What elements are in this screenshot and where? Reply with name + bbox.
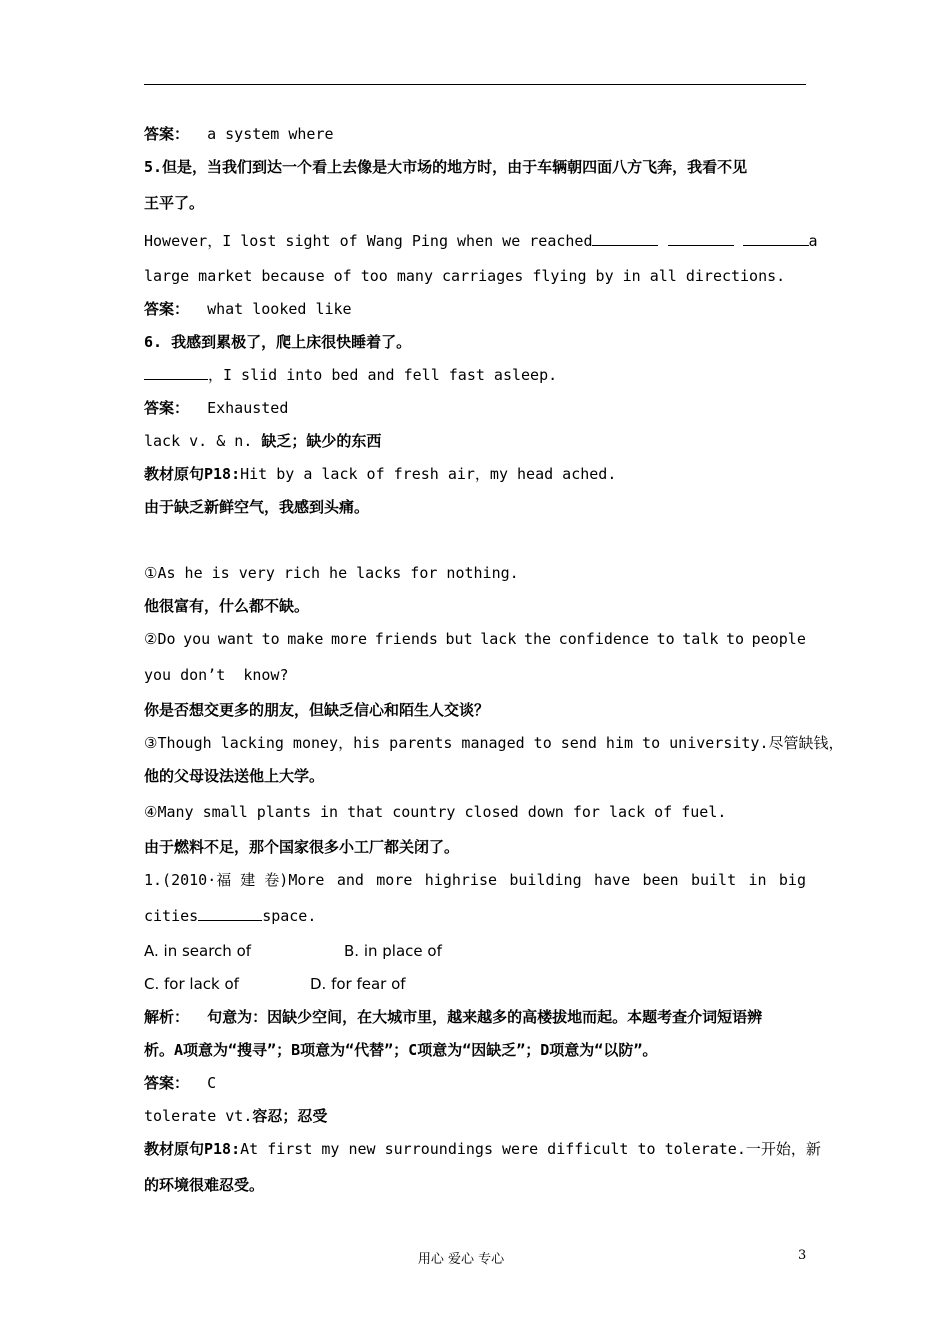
footer-slogan: 用心 爱心 专心 <box>417 1252 505 1267</box>
header-rule <box>144 84 806 85</box>
word: talk <box>682 630 719 648</box>
word: want <box>217 630 254 648</box>
vocab-definition: 缺乏；缺少的东西 <box>261 432 382 450</box>
vocab-word: tolerate vt. <box>144 1107 253 1125</box>
word: and <box>336 871 364 889</box>
question-5-chinese-cont: 王平了。 <box>144 194 205 212</box>
answer-text: C <box>207 1074 217 1092</box>
vocab-definition: 容忍；忍受 <box>252 1107 328 1125</box>
question-6-english-text: ，I slid into bed and fell fast asleep. <box>208 366 558 384</box>
word: lack <box>480 630 517 648</box>
vocab-word: lack v. & n. <box>144 432 253 450</box>
word: more <box>376 871 413 889</box>
fill-blank <box>743 231 809 246</box>
analysis-cont: 析。A项意为“搜寻”；B项意为“代替”；C项意为“因缺乏”；D项意为“以防”。 <box>144 1041 658 1059</box>
word: confidence <box>558 630 649 648</box>
option-a: A. in search of <box>144 942 252 960</box>
word: highrise <box>424 871 498 889</box>
spacer <box>144 524 806 557</box>
word: to <box>261 630 280 648</box>
word: the <box>523 630 552 648</box>
exam-question-1-cont <box>144 897 806 935</box>
fill-blank <box>668 231 734 246</box>
analysis-text: 句意为：因缺少空间，在大城市里，越来越多的高楼拔地而起。本题考查介词短语辨 <box>207 1008 763 1026</box>
answer-label: 答案： <box>144 399 190 417</box>
question-5-english-end: a <box>808 232 818 250</box>
word: 1.(2010·福 建 卷)More <box>144 871 325 889</box>
answer-line-6 <box>144 392 806 425</box>
word: people <box>751 630 806 648</box>
answer-text: a system where <box>207 125 334 143</box>
example-1: ①As he is very rich he lacks for nothing. <box>144 564 519 582</box>
word: but <box>445 630 473 648</box>
question-6-chinese: 6. 我感到累极了，爬上床很快睡着了。 <box>144 333 412 351</box>
answer-line-q1 <box>144 1067 806 1100</box>
vocab-lack <box>144 425 806 458</box>
vocab-tolerate <box>144 1100 806 1133</box>
word: to <box>656 630 675 648</box>
example-2-cont: you don’t know? <box>144 666 289 684</box>
analysis-line <box>144 1001 806 1034</box>
question-6-english <box>144 359 806 392</box>
page-number: 3 <box>798 1248 807 1263</box>
word: built <box>690 871 737 889</box>
word: building <box>509 871 582 889</box>
textbook-sentence-tolerate <box>144 1133 821 1166</box>
word: you <box>183 630 211 648</box>
answer-label: 答案： <box>144 1074 190 1092</box>
word: in <box>748 871 767 889</box>
question-text: space. <box>262 907 317 925</box>
question-text: cities <box>144 907 199 925</box>
example-1-translation: 他很富有，什么都不缺。 <box>144 597 310 615</box>
exam-question-1 <box>144 864 806 897</box>
fill-blank <box>198 906 262 921</box>
word: make <box>287 630 324 648</box>
word: have <box>593 871 631 889</box>
question-5-english-cont: large market because of too many carriages flying by in all directions. <box>144 267 786 285</box>
word: friends <box>374 630 438 648</box>
options-row-2 <box>144 968 806 1001</box>
answer-line-4 <box>144 118 806 151</box>
textbook-translation-lack: 由于缺乏新鲜空气，我感到头痛。 <box>144 498 370 516</box>
answer-text: what looked like <box>207 300 352 318</box>
word: been <box>642 871 679 889</box>
option-d: D. for fear of <box>310 975 406 993</box>
question-5-english-start: However，I lost sight of Wang Ping when we reached <box>144 232 593 250</box>
answer-text: Exhausted <box>207 399 289 417</box>
textbook-text: Hit by a lack of fresh air，my head ached. <box>240 465 617 483</box>
option-c: C. for lack of <box>144 975 239 993</box>
document-body <box>144 118 844 1204</box>
word: big <box>778 871 806 889</box>
example-2-translation: 你是否想交更多的朋友，但缺乏信心和陌生人交谈？ <box>144 701 490 719</box>
analysis-label: 解析： <box>144 1008 190 1026</box>
word: ②Do <box>144 630 176 648</box>
answer-label: 答案： <box>144 300 190 318</box>
textbook-text: At first my new surroundings were difficult to tolerate.一开始，新 <box>240 1140 821 1158</box>
answer-label: 答案： <box>144 125 190 143</box>
example-4: ④Many small plants in that country closed down for lack of fuel. <box>144 803 727 821</box>
question-5-english <box>144 222 818 260</box>
word: to <box>726 630 745 648</box>
question-5-chinese: 5.但是，当我们到达一个看上去像是大市场的地方时，由于车辆朝四面八方飞奔，我看不见 <box>144 158 748 176</box>
fill-blank <box>592 231 658 246</box>
answer-line-5 <box>144 293 806 326</box>
word: more <box>330 630 368 648</box>
example-2 <box>144 623 806 656</box>
example-3-translation: 他的父母设法送他上大学。 <box>144 767 325 785</box>
fill-blank <box>144 365 208 380</box>
options-row-1 <box>144 935 806 968</box>
textbook-label: 教材原句P18: <box>144 465 241 483</box>
example-4-translation: 由于燃料不足，那个国家很多小工厂都关闭了。 <box>144 838 460 856</box>
textbook-sentence-lack <box>144 458 806 491</box>
example-3: ③Though lacking money，his parents managed to send him to university.尽管缺钱， <box>144 734 844 752</box>
textbook-label: 教材原句P18: <box>144 1140 241 1158</box>
textbook-translation-tolerate: 的环境很难忍受。 <box>144 1176 265 1194</box>
option-b: B. in place of <box>344 942 442 960</box>
